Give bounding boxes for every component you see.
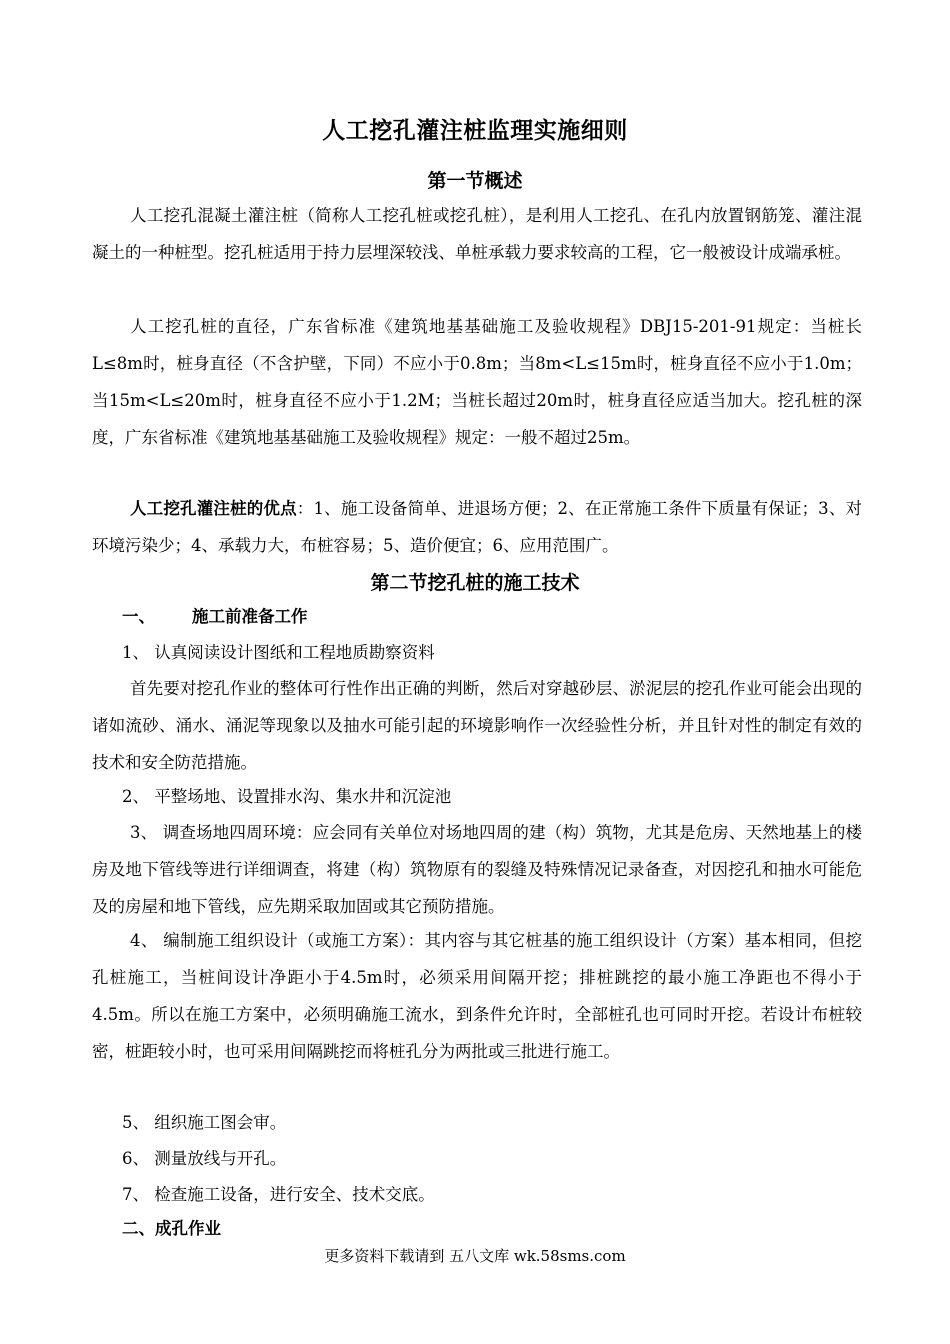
document-title: 人工挖孔灌注桩监理实施细则 xyxy=(322,118,628,144)
section-2-heading: 第二节挖孔桩的施工技术 xyxy=(370,572,580,594)
section-1-paragraph-2: 人工挖孔桩的直径，广东省标准《建筑地基基础施工及验收规程》DBJ15-201-91规定：当桩长L≤8m时，桩身直径（不含护壁，下同）不应小于0.8m；当8m<L≤15m时，桩身直径不应小于1.0m；当15m<L≤20m时，桩身直径不应小于1.2M；当桩长超过20m时，桩身直径应适当加大。挖孔桩的深度，广东省标准《建筑地基基础施工及验收规程》规定：一般不超过25m。 xyxy=(92,317,862,447)
section-1-paragraph-3 xyxy=(92,490,862,564)
item-3: 3、 调查场地四周环境：应会同有关单位对场地四周的建（构）筑物，尤其是危房、天然地基上的楼房及地下管线等进行详细调查，将建（构）筑物原有的裂缝及特殊情况记录备查，对因挖孔和抽水可能危及的房屋和地下管线，应先期采取加固或其它预防措施。 xyxy=(92,823,862,916)
item-7: 7、 检查施工设备，进行安全、技术交底。 xyxy=(122,1185,435,1204)
subsection-1-title: 施工前准备工作 xyxy=(192,607,308,626)
item-1: 1、 认真阅读设计图纸和工程地质勘察资料 xyxy=(122,643,435,662)
item-6: 6、 测量放线与开孔。 xyxy=(122,1149,287,1168)
advantages-text: ：1、施工设备简单、进退场方便；2、在正常施工条件下质量有保证；3、对环境污染少；4、承载力大，布桩容易；5、造价便宜；6、应用范围广。 xyxy=(92,499,863,555)
item-2: 2、 平整场地、设置排水沟、集水井和沉淀池 xyxy=(122,787,452,806)
item-5: 5、 组织施工图会审。 xyxy=(122,1113,287,1132)
section-1-paragraph-1: 人工挖孔混凝土灌注桩（简称人工挖孔桩或挖孔桩），是利用人工挖孔、在孔内放置钢筋笼、灌注混凝土的一种桩型。挖孔桩适用于持力层埋深较浅、单桩承载力要求较高的工程，它一般被设计成端承桩。 xyxy=(92,206,862,262)
subsection-1-number: 一、 xyxy=(122,607,155,626)
section-1-heading: 第一节概述 xyxy=(427,170,523,192)
subsection-1-heading xyxy=(122,598,892,635)
advantages-label: 人工挖孔灌注桩的优点 xyxy=(130,499,297,518)
subsection-2-heading: 二、成孔作业 xyxy=(122,1219,221,1238)
item-1-body: 首先要对挖孔作业的整体可行性作出正确的判断，然后对穿越砂层、淤泥层的挖孔作业可能会出现的诸如流砂、涌水、涌泥等现象以及抽水可能引起的环境影响作一次经验性分析，并且针对性的制定有效的技术和安全防范措施。 xyxy=(92,679,862,772)
item-4: 4、 编制施工组织设计（或施工方案）：其内容与其它桩基的施工组织设计（方案）基本相同，但挖孔桩施工，当桩间设计净距小于4.5m时，必须采用间隔开挖；排桩跳挖的最小施工净距也不得小于4.5m。所以在施工方案中，必须明确施工流水，到条件允许时，全部桩孔也可同时开挖。若设计布桩较密，桩距较小时，也可采用间隔跳挖而将桩孔分为两批或三批进行施工。 xyxy=(92,931,862,1061)
footer-note: 更多资料下载请到 五八文库 wk.58sms.com xyxy=(324,1247,626,1265)
